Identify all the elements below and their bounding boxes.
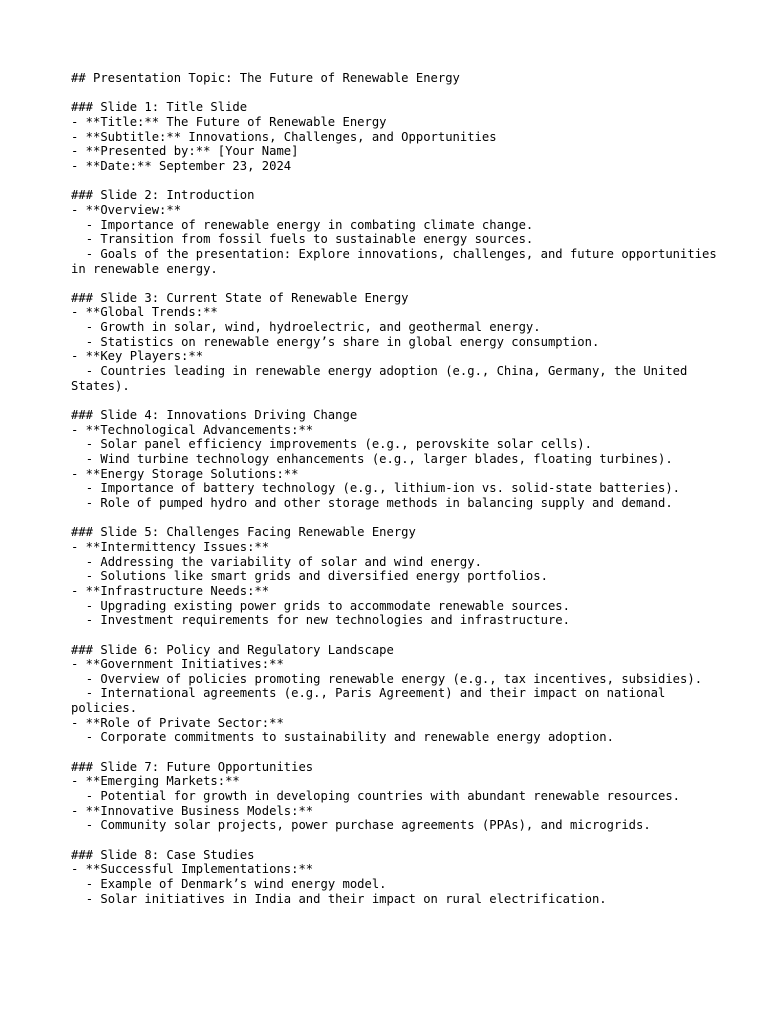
slide-heading: ### Slide 8: Case Studies: [71, 847, 255, 862]
slide-heading: ### Slide 6: Policy and Regulatory Landscape: [71, 642, 394, 657]
sub-bullet-item: - Overview of policies promoting renewable energy (e.g., tax incentives, subsidies).: [71, 671, 703, 686]
sub-bullet-item: - Upgrading existing power grids to accommodate renewable sources.: [71, 598, 570, 613]
sub-bullet-item: - Corporate commitments to sustainability and renewable energy adoption.: [71, 730, 614, 745]
bullet-item: - **Infrastructure Needs:**: [71, 583, 270, 598]
bullet-item: - **Overview:**: [71, 202, 182, 217]
sub-bullet-item: - Role of pumped hydro and other storage methods in balancing supply and demand.: [71, 495, 673, 510]
blank-line: [71, 174, 721, 189]
slide-heading: ### Slide 3: Current State of Renewable Energy: [71, 290, 409, 305]
document-title: ## Presentation Topic: The Future of Renewable Energy: [71, 71, 460, 85]
sub-bullet-item: - Countries leading in renewable energy adoption (e.g., China, Germany, the United States).: [71, 364, 695, 393]
slide-heading: ### Slide 7: Future Opportunities: [71, 759, 314, 774]
slide-heading: ### Slide 1: Title Slide: [71, 100, 248, 115]
sub-bullet-item: - Goals of the presentation: Explore innovations, challenges, and future opportunities in renewable energy.: [71, 246, 725, 276]
sub-bullet-item: - Solar initiatives in India and their impact on rural electrification.: [71, 891, 607, 906]
sub-bullet-item: - Community solar projects, power purchase agreements (PPAs), and microgrids.: [71, 818, 651, 833]
slide-heading: ### Slide 5: Challenges Facing Renewable Energy: [71, 525, 416, 540]
sub-bullet-item: - Potential for growth in developing countries with abundant renewable resources.: [71, 789, 681, 804]
bullet-item: - **Role of Private Sector:**: [71, 715, 284, 730]
bullet-item: - **Date:** September 23, 2024: [71, 158, 292, 173]
blank-line: [71, 393, 721, 408]
bullet-item: - **Title:** The Future of Renewable Energy: [71, 114, 387, 129]
slide-heading: ### Slide 2: Introduction: [71, 188, 255, 203]
bullet-item: - **Emerging Markets:**: [71, 774, 240, 789]
sub-bullet-item: - Transition from fossil fuels to sustainable energy sources.: [71, 232, 534, 247]
bullet-item: - **Innovative Business Models:**: [71, 803, 314, 818]
bullet-item: - **Intermittency Issues:**: [71, 539, 270, 554]
bullet-item: - **Global Trends:**: [71, 305, 218, 320]
bullet-item: - **Subtitle:** Innovations, Challenges, and Opportunities: [71, 129, 497, 144]
blank-line: [71, 745, 721, 760]
document-body: [71, 71, 725, 906]
sub-bullet-item: - Statistics on renewable energy’s share in global energy consumption.: [71, 334, 600, 349]
bullet-item: - **Presented by:** [Your Name]: [71, 144, 299, 159]
slide-heading: ### Slide 4: Innovations Driving Change: [71, 408, 358, 423]
bullet-item: - **Technological Advancements:**: [71, 422, 314, 437]
sub-bullet-item: - Importance of battery technology (e.g., lithium-ion vs. solid-state batteries).: [71, 481, 681, 496]
sub-bullet-item: - Growth in solar, wind, hydroelectric, and geothermal energy.: [71, 320, 541, 335]
bullet-item: - **Key Players:**: [71, 349, 204, 364]
blank-line: [71, 511, 721, 526]
bullet-item: - **Government Initiatives:**: [71, 657, 284, 672]
sub-bullet-item: - Solar panel efficiency improvements (e.g., perovskite solar cells).: [71, 437, 592, 452]
bullet-item: - **Successful Implementations:**: [71, 862, 314, 877]
sub-bullet-item: - Importance of renewable energy in combating climate change.: [71, 217, 534, 232]
sub-bullet-item: - Solutions like smart grids and diversified energy portfolios.: [71, 569, 548, 584]
blank-line: [71, 276, 721, 291]
bullet-item: - **Energy Storage Solutions:**: [71, 466, 299, 481]
sub-bullet-item: - International agreements (e.g., Paris Agreement) and their impact on national policies.: [71, 686, 673, 716]
blank-line: [71, 628, 721, 643]
blank-line: [71, 86, 721, 101]
sub-bullet-item: - Example of Denmark’s wind energy model.: [71, 876, 387, 891]
sub-bullet-item: - Wind turbine technology enhancements (e.g., larger blades, floating turbines).: [71, 452, 673, 466]
sub-bullet-item: - Investment requirements for new technologies and infrastructure.: [71, 613, 570, 628]
sub-bullet-item: - Addressing the variability of solar and wind energy.: [71, 554, 482, 569]
blank-line: [71, 833, 721, 848]
